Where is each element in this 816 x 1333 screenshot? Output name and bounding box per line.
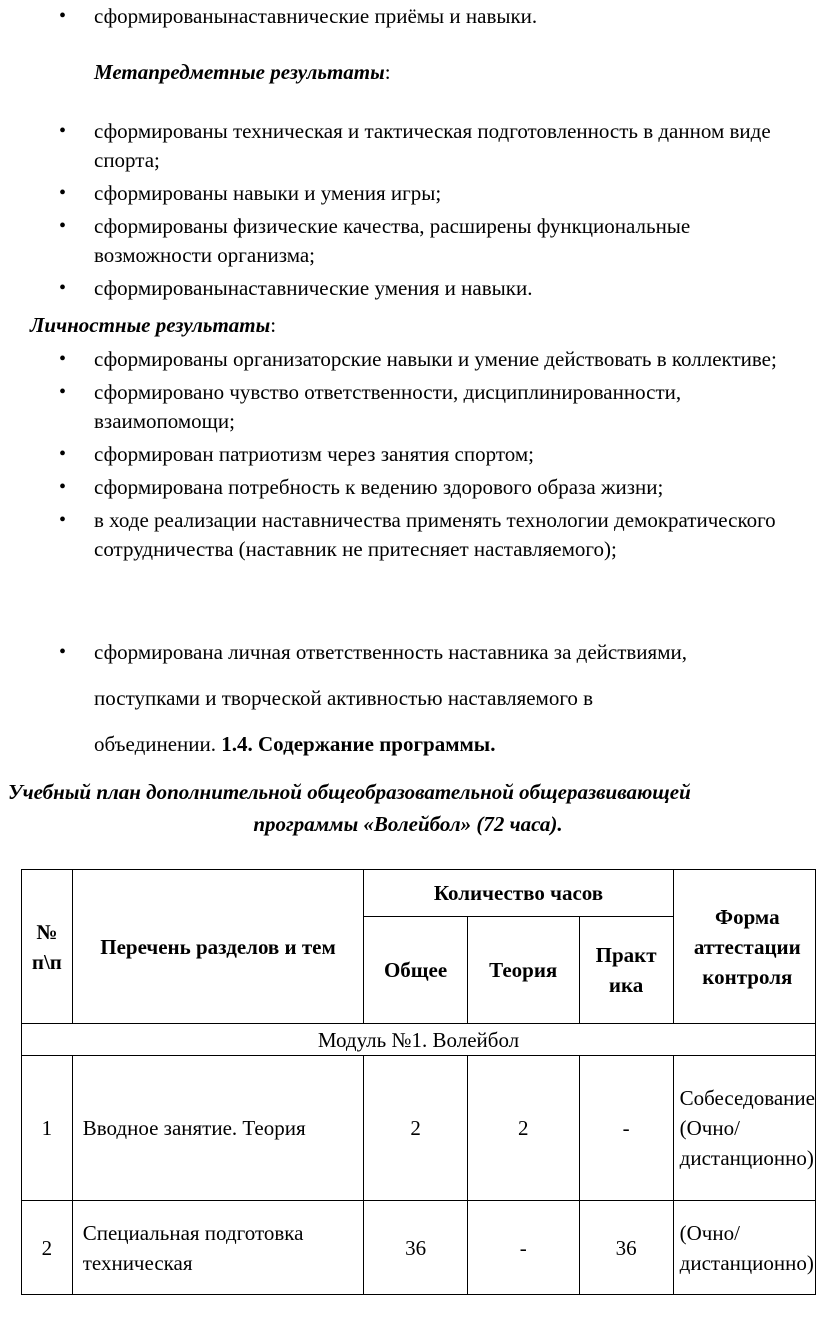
list-item: • сформирован патриотизм через занятия спортом; — [0, 440, 816, 469]
plan-title-line-2: программы «Волейбол» (72 часа). — [253, 812, 563, 836]
list-item: • сформированы техническая и тактическая подготовленность в данном виде спорта; — [0, 117, 816, 175]
row-num: 1 — [22, 1056, 73, 1201]
header-topic: Перечень разделов и тем — [72, 870, 364, 1024]
top-bullet-list — [0, 2, 816, 35]
bullet-marker: • — [59, 641, 67, 663]
header-practice: Практ ика — [579, 917, 673, 1024]
list-item: • в ходе реализации наставничества применять технологии демократического сотрудничества (наставник не притесняет наставляемого); — [0, 506, 816, 564]
row-topic: Специальная подготовка техническая — [72, 1201, 364, 1295]
meta-heading-text: Метапредметные результаты — [94, 60, 385, 84]
row-form: Собеседование (Очно/дистанционно) — [673, 1056, 815, 1201]
last-item-line-2: поступками и творческой активностью наставляемого в — [94, 686, 594, 710]
section-title: 1.4. Содержание программы. — [221, 732, 496, 756]
module-row: Модуль №1. Волейбол — [22, 1024, 816, 1056]
meta-results-list — [0, 117, 816, 307]
header-num: № п\п — [22, 870, 73, 1024]
row-practice: - — [579, 1056, 673, 1201]
last-item-line-3: объединении. — [94, 732, 217, 756]
row-form: (Очно/дистанционно) — [673, 1201, 815, 1295]
list-item: • сформирована потребность к ведению здорового образа жизни; — [0, 473, 816, 502]
plan-title-line-1: Учебный план дополнительной общеобразовательной общеразвивающей — [8, 780, 691, 804]
personal-heading-colon: : — [270, 313, 277, 337]
header-form: Форма аттестации контроля — [673, 870, 815, 1024]
personal-results-heading — [30, 313, 276, 338]
list-item: • сформированынаставнические приёмы и навыки. — [0, 2, 816, 31]
row-total: 2 — [364, 1056, 468, 1201]
list-item: • сформированынаставнические умения и навыки. — [0, 274, 816, 303]
personal-results-list — [0, 345, 816, 568]
list-item: • сформированы физические качества, расширены функциональные возможности организма; — [0, 212, 816, 270]
row-practice: 36 — [579, 1201, 673, 1295]
table-row — [22, 1056, 816, 1201]
row-total: 36 — [364, 1201, 468, 1295]
table-row — [22, 1201, 816, 1295]
list-item: • сформированы навыки и умения игры; — [0, 179, 816, 208]
header-total: Общее — [364, 917, 468, 1024]
last-item-line-1: сформирована личная ответственность наставника за действиями, — [94, 640, 687, 664]
personal-heading-text: Личностные результаты — [30, 313, 271, 337]
row-theory: - — [467, 1201, 579, 1295]
list-item: • сформировано чувство ответственности, дисциплинированности, взаимопомощи; — [0, 378, 816, 436]
row-theory: 2 — [467, 1056, 579, 1201]
plan-table — [21, 869, 816, 1295]
header-hours: Количество часов — [364, 870, 673, 917]
row-topic: Вводное занятие. Теория — [72, 1056, 364, 1201]
row-num: 2 — [22, 1201, 73, 1295]
header-theory: Теория — [467, 917, 579, 1024]
meta-results-heading — [94, 60, 391, 85]
list-item: • сформированы организаторские навыки и умение действовать в коллективе; — [0, 345, 816, 374]
meta-heading-colon: : — [384, 60, 391, 84]
